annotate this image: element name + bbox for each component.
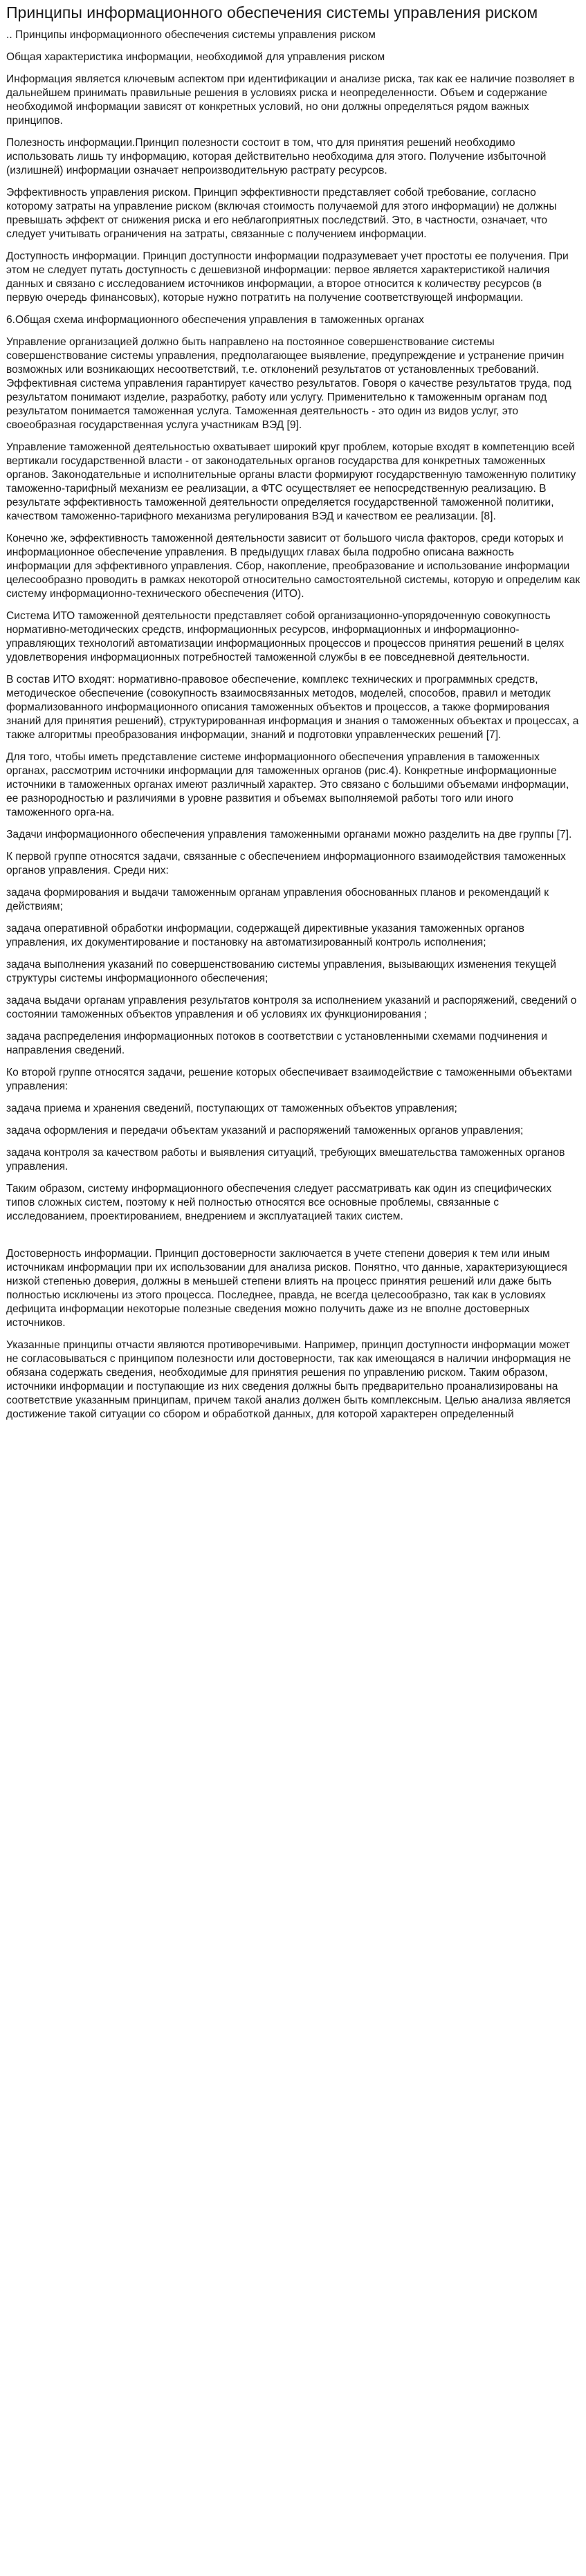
list-item: задача оформления и передачи объектам указаний и распоряжений таможенных органов управления; xyxy=(6,1125,524,1137)
article-paragraph: В состав ИТО входят: нормативно-правовое обеспечение, комплекс технических и программных средств, методическое обеспечение (совокупность взаимосвязанных методов, моделей, способов, правил и методик формализованного информационного описания таможенных объектов и процессов, а также формирования знаний для принятия решений), структурированная информация и знания о таможенных объектах и процессах, а также алгоритмы преобразования информации, знаний и подготовки управленческих решений [7]. xyxy=(6,674,579,741)
article-paragraph: Доступность информации. Принцип доступности информации подразумевает учет простоты ее получения. При этом не следует путать доступность с дешевизной информации: первое является характеристикой наличия данных и связано с исследованием источников информации, а второе относится к количеству ресурсов (в первую очередь финансовых), которые нужно потратить на получение соответствующей информации. xyxy=(6,250,569,304)
list-item: задача выполнения указаний по совершенствованию системы управления, вызывающих изменения текущей структуры системы информационного обеспечения; xyxy=(6,959,556,984)
article-paragraph: Управление таможенной деятельностью охватывает широкий круг проблем, которые входят в компетенцию всей вертикали государственной власти - от законодательных органов государства для конкретных таможенных органов. Законодательные и исполнительные органы власти формируют государственную таможенную политику таможенно-тарифный механизм ее реализации, а ФТС осуществляет ее непосредственную реализацию. В результате эффективность таможенной деятельности определяется государственной таможенной политики, качеством таможенно-тарифного механизма регулирования ВЭД и качеством ее реализации. [8]. xyxy=(6,441,576,522)
list-item: задача приема и хранения сведений, поступающих от таможенных объектов управления; xyxy=(6,1103,457,1114)
article-paragraph: К первой группе относятся задачи, связанные с обеспечением информационного взаимодействия таможенных органов управления. Среди них: xyxy=(6,851,566,876)
list-item: задача распределения информационных потоков в соответствии с установленными схемами подчинения и направления сведений. xyxy=(6,1031,547,1056)
article-paragraph: Система ИТО таможенной деятельности представляет собой организационно-упорядоченную совокупность нормативно-методических средств, информационных ресурсов, информационных и информационно-управляющих технологий автоматизации информационных процессов и процессов принятия решений в целях удовлетворения информационных потребностей таможенной службы в ее повседневной деятельности. xyxy=(6,610,565,663)
article-title: Принципы информационного обеспечения системы управления риском xyxy=(6,3,538,21)
article-paragraph: Достоверность информации. Принцип достоверности заключается в учете степени доверия к тем или иным источникам информации при их использовании для анализа рисков. Понятно, что данные, характеризующиеся низкой степенью доверия, должны в меньшей степени влиять на процесс принятия решений или даже быть полностью исключены из этого процесса. Последнее, правда, не всегда целесообразно, так как в условиях дефицита информации некоторые полезные сведения можно получить даже из не вполне достоверных источников. xyxy=(6,1248,567,1329)
blank-spacer xyxy=(6,1232,580,1247)
list-item: задача формирования и выдачи таможенным органам управления обоснованных планов и рекомендаций к действиям; xyxy=(6,887,549,912)
article-paragraph: Для того, чтобы иметь представление системе информационного обеспечения управления в таможенных органах, рассмотрим источники информации для таможенных органов (рис.4). Конкретные информационные источники в таможенных органах имеют различный характер. Это связано с большими объемами информации, ее разнородностью и различиями в уровне развития и объемах выполняемой работы того или иного таможенного орга-на. xyxy=(6,751,569,818)
article-paragraph: Конечно же, эффективность таможенной деятельности зависит от большого числа факторов, среди которых и информационное обеспечение управления. В предыдущих главах была подробно описана важность информации для эффективного управления. Сбор, накопление, преобразование и использование информации целесообразно проводить в рамках некоторой относительно самостоятельной системы, которую и определим как систему информационно-технического обеспечения (ИТО). xyxy=(6,533,580,600)
article-paragraph: Общая характеристика информации, необходимой для управления риском xyxy=(6,51,385,63)
list-item: задача контроля за качеством работы и выявления ситуаций, требующих вмешательства таможенных органов управления. xyxy=(6,1147,565,1172)
article-paragraph: .. Принципы информационного обеспечения системы управления риском xyxy=(6,29,376,41)
section-heading: 6.Общая схема информационного обеспечения управления в таможенных органах xyxy=(6,314,424,326)
article-paragraph: Указанные принципы отчасти являются противоречивыми. Например, принцип доступности информации может не согласовываться с принципом полезности или достоверности, так как имеющаяся в наличии информация не обязана содержать сведения, необходимые для принятия решения по управлению риском. Таким образом, источники информации и поступающие из них сведения должны быть предварительно проанализированы на соответствие указанным принципам, причем такой анализ должен быть комплексным. Целью анализа является достижение такой ситуации со сбором и обработкой данных, для которой характерен определенный xyxy=(6,1339,571,1420)
list-item: задача оперативной обработки информации, содержащей директивные указания таможенных органов управления, их документирование и постановку на автоматизированный контроль исполнения; xyxy=(6,923,524,948)
list-item: задача выдачи органам управления результатов контроля за исполнением указаний и распоряжений, сведений о состоянии таможенных объектов управления и об условиях их функционирования ; xyxy=(6,995,577,1020)
article-paragraph: Информация является ключевым аспектом при идентификации и анализе риска, так как ее наличие позволяет в дальнейшем принимать правильные решения в условиях риска и неопределенности. Объем и содержание необходимой информации зависят от конкретных условий, но они должны определяться рядом важных принципов. xyxy=(6,73,575,127)
article-paragraph: Эффективность управления риском. Принцип эффективности представляет собой требование, согласно которому затраты на управление риском (включая стоимость получаемой для этого информации) не должны превышать эффект от снижения риска и его неблагоприятных последствий. Это, в частности, означает, что следует учитывать ограничения на затраты, связанные с получением информации. xyxy=(6,187,557,240)
article-paragraph: Задачи информационного обеспечения управления таможенными органами можно разделить на две группы [7]. xyxy=(6,829,572,840)
article-paragraph: Управление организацией должно быть направлено на постоянное совершенствование системы совершенствование системы управления, предполагающее выявление, предупреждение и устранение причин возможных или возникающих несоответствий, т.е. отклонений результатов от установленных требований. Эффективная система управления гарантирует качество результатов. Говоря о качестве результатов труда, под результатом понимают изделие, разработку, работу или услугу. Применительно к таможенным органам под результатом понимается таможенная услуга. Таможенная деятельность - это один из видов услуг, это своеобразная государственная услуга участникам ВЭД [9]. xyxy=(6,336,571,431)
article-paragraph: Таким образом, систему информационного обеспечения следует рассматривать как один из специфических типов сложных систем, поэтому к ней полностью относятся все основные проблемы, связанные с исследованием, проектированием, внедрением и эксплуатацией таких систем. xyxy=(6,1183,552,1222)
article-paragraph: Полезность информации.Принцип полезности состоит в том, что для принятия решений необходимо использовать лишь ту информацию, которая действительно необходима для этого. Получение избыточной (излишней) информации означает непроизводительную растрату ресурсов. xyxy=(6,137,547,176)
article-paragraph: Ко второй группе относятся задачи, решение которых обеспечивает взаимодействие с таможенными объектами управления: xyxy=(6,1067,572,1092)
